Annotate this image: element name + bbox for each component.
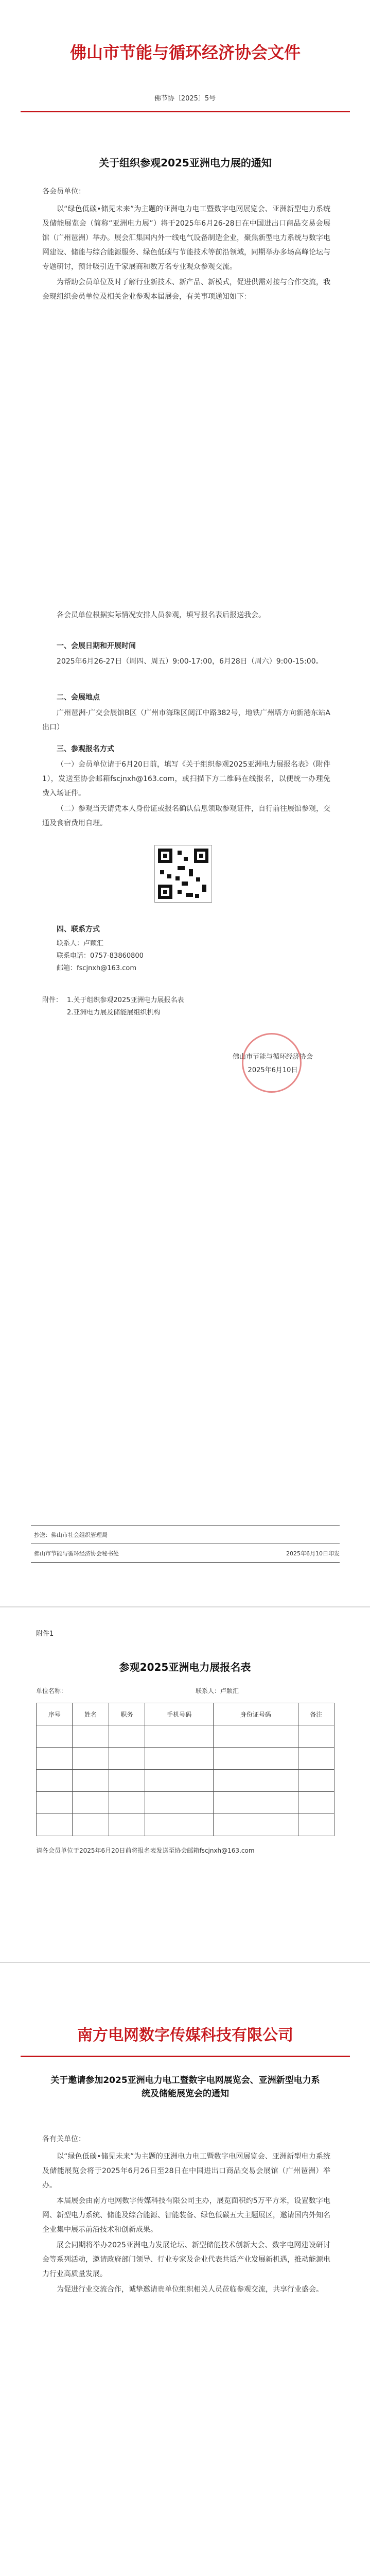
intro-paragraph-2: 为帮助会员单位及时了解行业新技术、新产品、新模式，促进供需对接与合作交流，我会现组织会员单位及相关企业参观本届展会，有关事项通知如下：: [42, 278, 330, 301]
registration-form-page: [0, 1607, 370, 1963]
salutation: 各会员单位：: [42, 188, 85, 196]
table-row[interactable]: [37, 1748, 334, 1770]
col-header-index: 序号: [37, 1703, 73, 1725]
signer-org: 佛山市节能与循环经济协会: [232, 1053, 313, 1061]
invitation-paragraph-4: 为促进行业交流合作，诚挚邀请贵单位组织相关人员莅临参观交流，共享行业盛会。: [57, 2285, 323, 2294]
official-seal: [242, 1033, 302, 1093]
contact-phone: 联系电话：0757-83860800: [57, 952, 144, 960]
section-signup-heading: 三、参观报名方式: [57, 745, 114, 753]
section-date-body: [42, 654, 330, 670]
signup-item-2: （二）参观当天请凭本人身份证或报名确认信息领取参观证件，自行前往展馆参观，交通及食宿费用自理。: [42, 805, 330, 827]
col-header-remark: 备注: [298, 1703, 334, 1725]
section-date-heading: 一、会展日期和开展时间: [57, 642, 136, 650]
notice-title: 关于组织参观2025亚洲电力展的通知: [99, 157, 272, 169]
instruction-paragraph: [42, 608, 330, 623]
footer-rule-bottom: [31, 1562, 340, 1563]
footer-cc: 抄送：佛山市社会组织管理局: [34, 1532, 108, 1538]
section-signup-body: [42, 757, 330, 832]
section-date-text: 2025年6月26-27日（周四、周五）9:00-17:00，6月28日（周六）9:00-15:00。: [57, 657, 323, 666]
registration-form-title: 参观2025亚洲电力展报名表: [119, 1661, 251, 1673]
invitation-paragraph-2: 本届展会由南方电网数字传媒科技有限公司主办，展览面积约5万平方米，设置数字电网、新型电力系统、储能及综合能源、智能装备、绿色低碳五大主题展区，邀请国内外知名企业集中展示前沿技术和创新成果。: [42, 2197, 330, 2234]
attachment-item-2[interactable]: 2.亚洲电力展及储能展组织机构: [67, 1009, 161, 1016]
instruction-text: 各会员单位根据实际情况安排人员参观，填写报名表后报送我会。: [57, 611, 266, 619]
invitation-paragraph-1: 以“绿色低碳•储见未来”为主题的亚洲电力电工暨数字电网展览会、亚洲新型电力系统及储能展览会将于2025年6月26日至28日在中国进出口商品交易会展馆（广州琶洲）举办。: [42, 2153, 330, 2190]
col-header-id: 身份证号码: [214, 1703, 298, 1725]
registration-table: [36, 1703, 334, 1836]
contact-email[interactable]: 邮箱：fscjnxh@163.com: [57, 964, 136, 972]
registration-note: 请各会员单位于2025年6月20日前将报名表发送至协会邮箱fscjnxh@163.com: [36, 1847, 255, 1854]
invitation-paragraph-3: 展会同期将举办2025亚洲电力发展论坛、新型储能技术创新大会、数字电网建设研讨会等系列活动，邀请政府部门领导、行业专家及企业代表共话产业发展新机遇，推动能源电力行业高质量发展。: [42, 2241, 330, 2278]
attachment-1-label: 附件1: [36, 1630, 54, 1638]
registration-table-header: [37, 1703, 334, 1725]
table-row[interactable]: [37, 1814, 334, 1836]
footer-issue-date: 2025年6月10日印发: [286, 1550, 340, 1557]
intro-paragraph-1: 以“绿色低碳•储见未来”为主题的亚洲电力电工暨数字电网展览会、亚洲新型电力系统及储能展览会（简称“亚洲电力展”）将于2025年6月26-28日在中国进出口商品交易会展馆（广州琶洲）举办。展会汇集国内外一线电气设备制造企业，聚焦新型电力系统与数字电网建设、储能与综合能源服务、绿色低碳与节能技术等前沿领域，同期举办多场高峰论坛与专题研讨，预计吸引近千家展商和数万名专业观众参观交流。: [42, 205, 330, 271]
col-header-name: 姓名: [73, 1703, 109, 1725]
col-header-phone: 手机号码: [145, 1703, 214, 1725]
section-contact-heading: 四、联系方式: [57, 925, 100, 934]
table-row[interactable]: [37, 1792, 334, 1814]
section-venue-heading: 二、会展地点: [57, 693, 100, 702]
registration-qr-code[interactable]: [154, 845, 212, 903]
section-venue-text: 广州琶洲·广交会展馆B区（广州市海珠区阅江中路382号，地铁广州塔方向新港东站A出口）: [42, 709, 330, 732]
signup-item-1: （一）会员单位请于6月20日前，填写《关于组织参观2025亚洲电力展报名表》（附件1），发送至协会邮箱fscjnxh@163.com，或扫描下方二维码在线报名，以便统一办理免费入场证件。: [42, 760, 330, 798]
footer-issuer: 佛山市节能与循环经济协会秘书处: [34, 1550, 119, 1557]
company-header-title: 南方电网数字传媒科技有限公司: [77, 2026, 293, 2044]
attachment-item-1[interactable]: 1.关于组织参观2025亚洲电力展报名表: [67, 996, 184, 1004]
red-divider: [21, 111, 350, 112]
invitation-title: 关于邀请参加2025亚洲电力电工暨数字电网展览会、亚洲新型电力系统及储能展览会的通知: [50, 2075, 320, 2099]
footer-rule-top: [31, 1525, 340, 1526]
signer-date: 2025年6月10日: [248, 1066, 298, 1074]
attachments-label: 附件：: [42, 996, 63, 1004]
contact-person: 联系人：卢颖汇: [57, 940, 104, 947]
invitation-page: [0, 1963, 370, 2576]
form-contact-label: 联系人：卢颖汇: [196, 1687, 239, 1694]
doc-number: 佛节协〔2025〕5号: [154, 95, 216, 103]
table-row[interactable]: [37, 1770, 334, 1792]
unit-name-label: 单位名称：: [36, 1687, 67, 1694]
invitation-salutation: 各有关单位：: [42, 2135, 85, 2143]
col-header-title: 职务: [109, 1703, 145, 1725]
invitation-body: [42, 2149, 330, 2298]
red-divider: [21, 2056, 350, 2057]
table-row[interactable]: [37, 1725, 334, 1748]
intro-paragraphs: [42, 202, 330, 305]
org-header-title: 佛山市节能与循环经济协会文件: [69, 43, 301, 62]
section-venue-body: [42, 706, 330, 736]
